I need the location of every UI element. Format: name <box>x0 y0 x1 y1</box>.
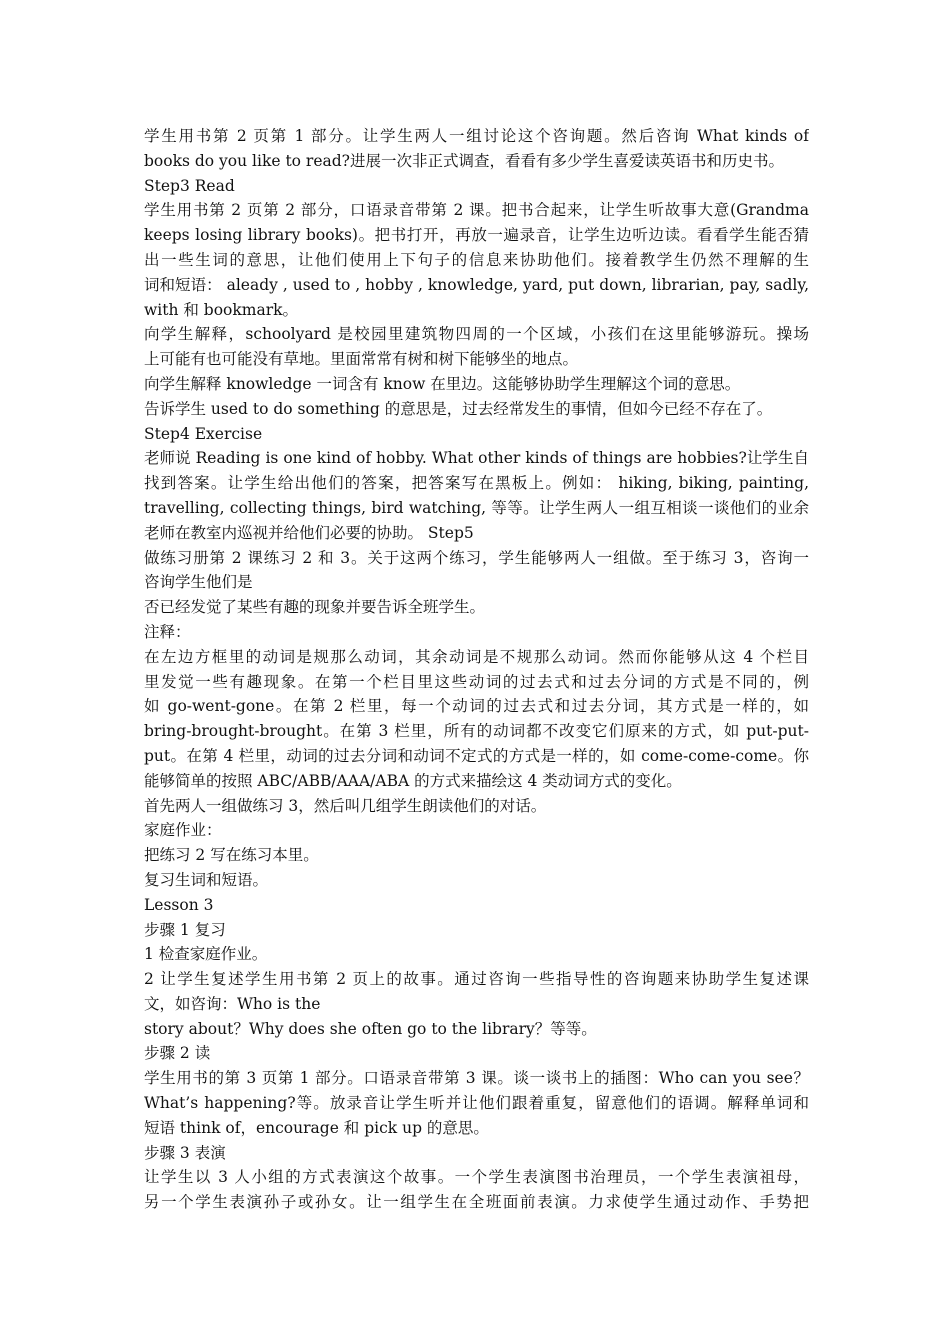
text-line: 上可能有也可能没有草地。里面常常有树和树下能够坐的地点。 <box>144 350 579 369</box>
text-line: 里发觉一些有趣现象。在第一个栏目里这些动词的过去式和过去分词的方式是不同的，例 <box>144 672 809 691</box>
text-line: 文，如咨询：Who is the <box>144 994 321 1013</box>
text-line: Lesson 3 <box>144 895 214 914</box>
text-line: 老师说 Reading is one kind of hobby. What other kinds of things are hobbies?让学生自 <box>144 449 809 468</box>
text-line: 让学生以 3 人小组的方式表演这个故事。一个学生表演图书治理员，一个学生表演祖母， <box>144 1168 809 1187</box>
text-line: travelling, collecting things, bird watching, 等等。让学生两人一组互相谈一谈他们的业余 <box>144 498 809 517</box>
text-line: story about？Why does she often go to the library？等等。 <box>144 1019 597 1038</box>
text-line: 学生用书的第 3 页第 1 部分。口语录音带第 3 课。谈一谈书上的插图：Who can you see？ <box>144 1069 809 1088</box>
text-line: 步骤 2 读 <box>144 1044 211 1063</box>
text-line: 1 检查家庭作业。 <box>144 945 268 964</box>
document-body <box>144 124 809 1215</box>
text-line: 在左边方框里的动词是规那么动词，其余动词是不规那么动词。然而你能够从这 4 个栏目 <box>144 647 809 666</box>
text-line: bring-brought-brought。在第 3 栏里，所有的动词都不改变它们原来的方式，如 put-put- <box>144 722 809 741</box>
text-line: 步骤 1 复习 <box>144 920 226 939</box>
text-line: Step3 Read <box>144 176 235 195</box>
text-line: 学生用书第 2 页第 1 部分。让学生两人一组讨论这个咨询题。然后咨询 What kinds of <box>144 127 809 145</box>
text-line: 出一些生词的意思，让他们使用上下句子的信息来协助他们。接着教学生仍然不理解的生 <box>144 250 809 269</box>
text-line: 老师在教室内巡视并给他们必要的协助。 Step5 <box>144 523 474 542</box>
text-line: 词和短语： aleady , used to , hobby , knowledge, yard, put down, librarian, pay, sadly, <box>144 275 809 294</box>
text-line: 2 让学生复述学生用书第 2 页上的故事。通过咨询一些指导性的咨询题来协助学生复述课 <box>144 970 809 989</box>
text-line: 步骤 3 表演 <box>144 1143 226 1162</box>
text-line: books do you like to read?进展一次非正式调查，看看有多少学生喜爱读英语书和历史书。 <box>144 151 784 170</box>
text-line: Step4 Exercise <box>144 424 263 443</box>
text-line: 向学生解释，schoolyard 是校园里建筑物四周的一个区域，小孩们在这里能够游玩。操场 <box>144 325 809 344</box>
text-line: 另一个学生表演孙子或孙女。让一组学生在全班面前表演。力求使学生通过动作、手势把 <box>144 1193 809 1212</box>
text-line: 做练习册第 2 课练习 2 和 3。关于这两个练习，学生能够两人一组做。至于练习 3，咨询一 <box>144 548 809 567</box>
text-line: 注释： <box>144 622 191 641</box>
text-line: 家庭作业： <box>144 821 222 840</box>
text-line: 告诉学生 used to do something 的意思是，过去经常发生的事情，但如今已经不存在了。 <box>144 399 773 418</box>
text-line: with 和 bookmark。 <box>144 300 299 319</box>
text-line: 咨询学生他们是 <box>144 573 253 592</box>
text-line: What’s happening?等。放录音让学生听并让他们跟着重复，留意他们的语调。解释单词和 <box>144 1094 809 1113</box>
text-line: 短语 think of，encourage 和 pick up 的意思。 <box>144 1118 489 1137</box>
text-line: 复习生词和短语。 <box>144 870 269 889</box>
text-line: 学生用书第 2 页第 2 部分，口语录音带第 2 课。把书合起来，让学生听故事大意(Grandma <box>144 201 809 220</box>
text-line: 把练习 2 写在练习本里。 <box>144 846 319 865</box>
text-line: put。在第 4 栏里，动词的过去分词和动词不定式的方式是一样的，如 come-come-come。你 <box>144 746 809 765</box>
text-line: 否已经发觉了某些有趣的现象并要告诉全班学生。 <box>144 598 486 617</box>
text-line: 向学生解释 knowledge 一词含有 know 在里边。这能够协助学生理解这个词的意思。 <box>144 374 741 393</box>
text-line: 如 go-went-gone。在第 2 栏里，每一个动词的过去式和过去分词，其方式是一样的，如 <box>144 697 809 716</box>
text-line: keeps losing library books)。把书打开，再放一遍录音，让学生边听边读。看看学生能否猜 <box>144 226 809 245</box>
text-line: 找到答案。让学生给出他们的答案，把答案写在黑板上。例如： hiking, biking, painting, <box>144 474 809 493</box>
text-line: 能够简单的按照 ABC/ABB/AAA/ABA 的方式来描绘这 4 类动词方式的变化。 <box>144 771 682 790</box>
text-line: 首先两人一组做练习 3，然后叫几组学生朗读他们的对话。 <box>144 796 547 815</box>
